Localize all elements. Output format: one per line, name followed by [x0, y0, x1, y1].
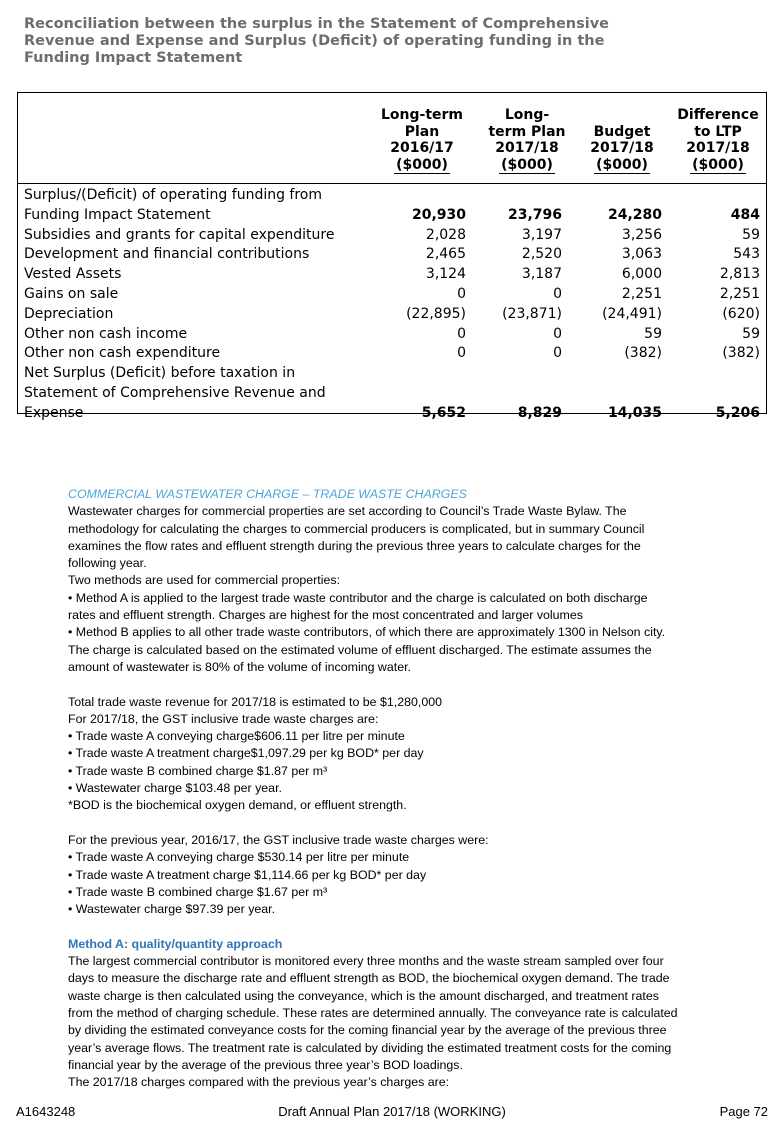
paragraph-line: The 2017/18 charges compared with the previous year’s charges are: [68, 1075, 450, 1090]
reconciliation-table [17, 92, 767, 421]
table-row: Vested Assets 3,124 3,187 6,000 2,813 [24, 266, 760, 283]
paragraph-line: For the previous year, 2016/17, the GST inclusive trade waste charges were: [68, 832, 489, 847]
footnote: *BOD is the biochemical oxygen demand, or effluent strength. [68, 798, 407, 813]
heading-line: Funding Impact Statement [24, 50, 243, 66]
paragraph-line: • Method A is applied to the largest trade waste contributor and the charge is calculated on both discharge [68, 590, 648, 605]
paragraph-line: examines the flow rates and effluent strength during the previous three years to calculate charges for the [68, 538, 641, 553]
heading-line: Reconciliation between the surplus in the Statement of Comprehensive [24, 16, 609, 32]
paragraph-line: days to measure the discharge rate and effluent strength as BOD, the biochemical oxygen demand. The trade [68, 971, 670, 986]
paragraph-line: rates and effluent strength. Charges are highest for the most concentrated and larger volumes [68, 608, 583, 623]
paragraph-line: The charge is calculated based on the estimated volume of effluent discharged. The estimate assumes the [68, 642, 652, 657]
column-header-ltp-2016: Long-term Plan 2016/17 ($000) [380, 107, 464, 173]
paragraph-line: amount of wastewater is 80% of the volume of incoming water. [68, 659, 411, 674]
paragraph-line: year’s average flows. The treatment rate is calculated by dividing the estimated treatment costs for the coming [68, 1040, 672, 1055]
paragraph-line: Two methods are used for commercial properties: [68, 573, 341, 588]
body-text [68, 486, 728, 1091]
bullet-item: • Trade waste A treatment charge $1,114.66 per kg BOD* per day [68, 867, 427, 882]
paragraph-line: by dividing the estimated conveyance costs for the coming financial year by the average of the previous three [68, 1023, 667, 1038]
paragraph-line: following year. [68, 556, 147, 571]
table-row: Depreciation (22,895) (23,871) (24,491) (620) [24, 305, 760, 322]
bullet-item: • Trade waste B combined charge $1.67 per m³ [68, 884, 328, 899]
paragraph-line: For 2017/18, the GST inclusive trade waste charges are: [68, 711, 379, 726]
paragraph-line: Total trade waste revenue for 2017/18 is estimated to be $1,280,000 [68, 694, 443, 709]
table-row: Net Surplus (Deficit) before taxation in Statement of Comprehensive Revenue and Expense 5,652 8,829 14,035 5,206 [24, 365, 760, 421]
header-divider [18, 183, 766, 184]
paragraph-line: financial year by the average of the previous three year’s BOD loadings. [68, 1057, 463, 1072]
paragraph-line: Wastewater charges for commercial properties are set according to Council’s Trade Waste Bylaw. The [68, 504, 627, 519]
paragraph-line: waste charge is then calculated using the conveyance, which is the amount discharged, and treatment rates [68, 988, 659, 1003]
bullet-item: • Wastewater charge $97.39 per year. [68, 902, 276, 917]
table-row: Gains on sale 0 0 2,251 2,251 [24, 285, 760, 302]
table-row: Development and financial contributions 2,465 2,520 3,063 543 [24, 246, 760, 263]
document-title: Draft Annual Plan 2017/18 (WORKING) [278, 1104, 506, 1119]
bullet-item: • Trade waste A treatment charge$1,097.29 per kg BOD* per day [68, 746, 424, 761]
bullet-item: • Trade waste B combined charge $1.87 per m³ [68, 763, 328, 778]
column-header-ltp-2017: Long- term Plan 2017/18 ($000) [488, 107, 566, 173]
table-row: Subsidies and grants for capital expenditure 2,028 3,197 3,256 59 [24, 226, 760, 243]
section-title: COMMERCIAL WASTEWATER CHARGE – TRADE WASTE CHARGES [68, 487, 467, 501]
table-row: Surplus/(Deficit) of operating funding from Funding Impact Statement 20,930 23,796 24,280 484 [24, 187, 760, 223]
heading-line: Revenue and Expense and Surplus (Deficit) of operating funding in the [24, 33, 605, 49]
column-header-difference: Difference to LTP 2017/18 ($000) [677, 107, 759, 173]
table-header [18, 107, 766, 179]
page-footer [16, 1104, 768, 1124]
bullet-item: • Wastewater charge $103.48 per year. [68, 781, 282, 796]
paragraph-line: from the method of charging schedule. These rates are determined annually. The conveyance rate is calculated [68, 1005, 678, 1020]
page-heading [24, 16, 624, 67]
table-row: Other non cash income 0 0 59 59 [24, 325, 760, 342]
bullet-item: • Trade waste A conveying charge$606.11 per litre per minute [68, 729, 405, 744]
column-header-budget: Budget 2017/18 ($000) [590, 123, 654, 173]
paragraph-line: • Method B applies to all other trade waste contributors, of which there are approximately 1300 in Nelson city. [68, 625, 666, 640]
page-number: Page 72 [719, 1104, 768, 1119]
document-id: A1643248 [16, 1104, 76, 1119]
paragraph-line: The largest commercial contributor is monitored every three months and the waste stream sampled over four [68, 954, 664, 969]
subsection-title: Method A: quality/quantity approach [68, 936, 283, 951]
paragraph-line: methodology for calculating the charges to commercial producers is complicated, but in summary Council [68, 521, 645, 536]
table-row: Other non cash expenditure 0 0 (382) (382) [24, 345, 760, 362]
bullet-item: • Trade waste A conveying charge $530.14 per litre per minute [68, 850, 410, 865]
table-body [24, 186, 760, 424]
